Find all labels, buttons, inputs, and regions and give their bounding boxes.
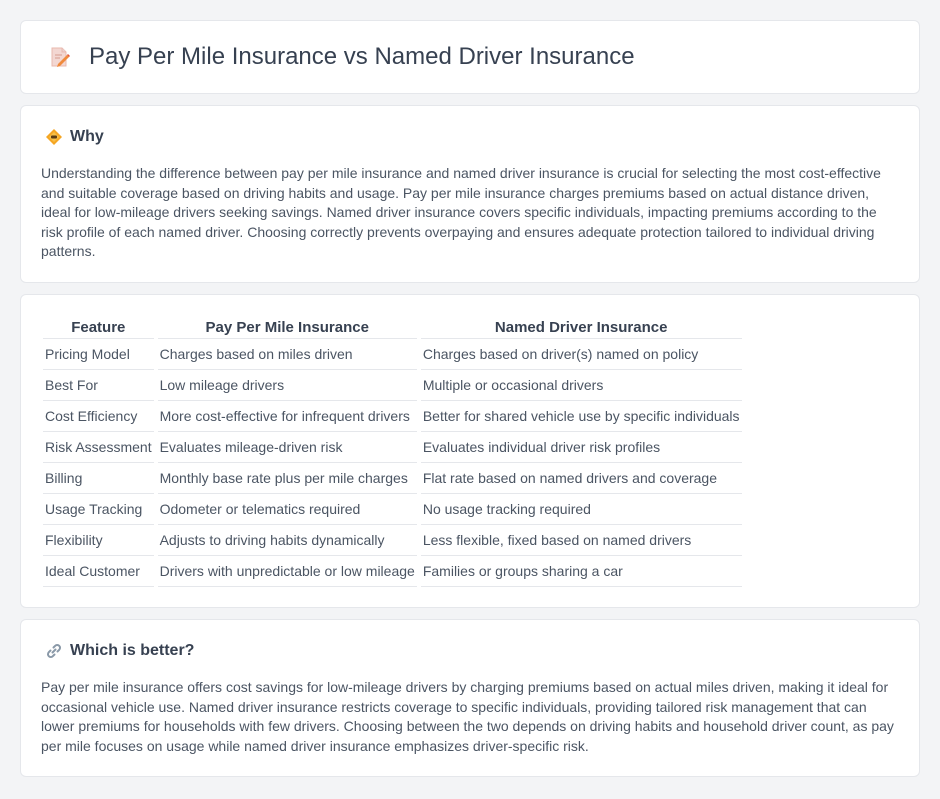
why-header	[41, 128, 899, 146]
feature-cell: Usage Tracking	[43, 494, 154, 525]
document-pencil-icon	[47, 45, 71, 69]
link-icon	[45, 642, 63, 660]
table-row	[43, 463, 742, 494]
better-header	[41, 642, 899, 660]
header-named-driver: Named Driver Insurance	[421, 315, 742, 339]
feature-cell: Ideal Customer	[43, 556, 154, 587]
pay-per-mile-cell: Odometer or telematics required	[158, 494, 417, 525]
table-row	[43, 432, 742, 463]
pay-per-mile-cell: Low mileage drivers	[158, 370, 417, 401]
table-header-row	[43, 315, 742, 339]
table-row	[43, 339, 742, 370]
warning-diamond-icon	[45, 128, 63, 146]
table-row	[43, 494, 742, 525]
comparison-table	[39, 315, 746, 587]
header-feature: Feature	[43, 315, 154, 339]
comparison-section	[20, 294, 920, 608]
named-driver-cell: Better for shared vehicle use by specific individuals	[421, 401, 742, 432]
feature-cell: Best For	[43, 370, 154, 401]
named-driver-cell: No usage tracking required	[421, 494, 742, 525]
header-pay-per-mile: Pay Per Mile Insurance	[158, 315, 417, 339]
feature-cell: Billing	[43, 463, 154, 494]
which-is-better-section	[20, 619, 920, 777]
table-row	[43, 556, 742, 587]
why-title: Why	[70, 128, 104, 145]
page-title: Pay Per Mile Insurance vs Named Driver Insurance	[89, 43, 635, 70]
pay-per-mile-cell: Charges based on miles driven	[158, 339, 417, 370]
named-driver-cell: Families or groups sharing a car	[421, 556, 742, 587]
pay-per-mile-cell: Evaluates mileage-driven risk	[158, 432, 417, 463]
table-row	[43, 401, 742, 432]
better-title: Which is better?	[70, 641, 195, 659]
named-driver-cell: Flat rate based on named drivers and coverage	[421, 463, 742, 494]
table-row	[43, 370, 742, 401]
why-text: Understanding the difference between pay per mile insurance and named driver insurance is crucial for selecting the most cost-effective and suitable coverage based on driving habits and usage. Pay per mile insurance charges premiums based on actual distance driven, ideal for low-mileage drivers seeking savings. Named driver insurance covers specific individuals, impacting premiums according to the risk profile of each named driver. Choosing correctly prevents overpaying and ensures adequate protection tailored to individual driving patterns.	[41, 165, 881, 260]
named-driver-cell: Less flexible, fixed based on named drivers	[421, 525, 742, 556]
feature-cell: Cost Efficiency	[43, 401, 154, 432]
named-driver-cell: Multiple or occasional drivers	[421, 370, 742, 401]
named-driver-cell: Evaluates individual driver risk profiles	[421, 432, 742, 463]
title-card	[20, 20, 920, 94]
pay-per-mile-cell: Adjusts to driving habits dynamically	[158, 525, 417, 556]
feature-cell: Risk Assessment	[43, 432, 154, 463]
table-row	[43, 525, 742, 556]
named-driver-cell: Charges based on driver(s) named on policy	[421, 339, 742, 370]
pay-per-mile-cell: More cost-effective for infrequent drivers	[158, 401, 417, 432]
pay-per-mile-cell: Monthly base rate plus per mile charges	[158, 463, 417, 494]
why-section	[20, 105, 920, 283]
feature-cell: Flexibility	[43, 525, 154, 556]
feature-cell: Pricing Model	[43, 339, 154, 370]
better-text: Pay per mile insurance offers cost savings for low-mileage drivers by charging premiums based on actual miles driven, making it ideal for occasional vehicle use. Named driver insurance restricts coverage to specific individuals, providing tailored risk management that can lower premiums for households with few drivers. Choosing between the two depends on driving habits and household driver count, as pay per mile focuses on usage while named driver insurance emphasizes driver-specific risk.	[41, 678, 894, 754]
pay-per-mile-cell: Drivers with unpredictable or low mileage	[158, 556, 417, 587]
